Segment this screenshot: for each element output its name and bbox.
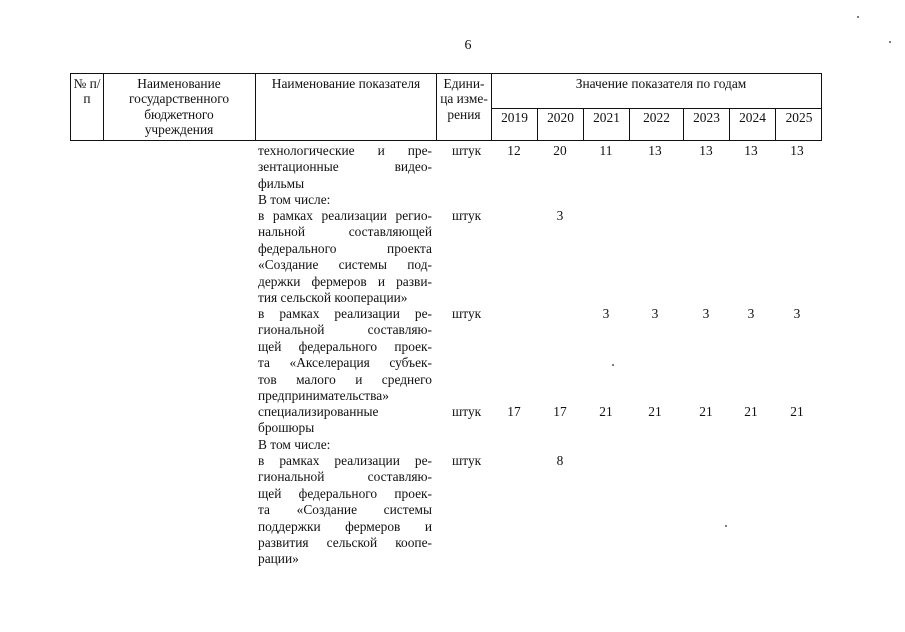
scan-speck: [889, 41, 891, 43]
header-institution: Наименование государственного бюджетного учреждения: [128, 76, 230, 137]
page-number: 6: [464, 38, 472, 53]
unit-cell: штук: [452, 404, 482, 419]
indicator-line: гиональной составляю-: [258, 469, 432, 485]
year-2020: 2020: [547, 110, 574, 125]
value-2023: 13: [699, 143, 713, 158]
value-2020: 8: [556, 453, 564, 468]
indicator-line: тия сельской кооперации»: [258, 289, 408, 305]
year-2024: 2024: [739, 110, 766, 125]
year-2025: 2025: [785, 110, 813, 125]
year-2023: 2023: [693, 110, 720, 125]
indicator-line: та «Акселерация субъек-: [258, 355, 432, 371]
value-2020: 3: [556, 208, 564, 223]
indicator-line: развития сельской коопе-: [258, 534, 432, 550]
indicator-name: [258, 404, 432, 437]
unit-cell: штук: [452, 143, 482, 158]
value-2020: 20: [553, 143, 567, 158]
indicator-name: [258, 453, 432, 568]
value-2025: 3: [793, 306, 801, 321]
value-2022: 3: [651, 306, 659, 321]
indicator-name: [258, 208, 432, 306]
scan-speck: [857, 16, 859, 18]
value-2020: 17: [553, 404, 567, 419]
indicator-name: [258, 192, 432, 208]
indicator-line: тов малого и среднего: [258, 371, 432, 387]
indicator-line: брошюры: [258, 420, 315, 436]
scan-speck: [725, 525, 727, 527]
value-2023: 21: [699, 404, 713, 419]
scan-speck: [612, 364, 614, 366]
value-2022: 21: [648, 404, 662, 419]
value-2023: 3: [702, 306, 710, 321]
indicator-line: В том числе:: [258, 437, 331, 452]
year-2022: 2022: [643, 110, 670, 125]
indicator-line: в рамках реализации ре-: [258, 453, 432, 468]
unit-cell: штук: [452, 306, 482, 321]
indicator-line: предпринимательства»: [258, 387, 389, 403]
indicator-line: фильмы: [258, 175, 305, 191]
indicator-line: специализированные: [258, 404, 379, 419]
indicator-line: технологические и пре-: [258, 143, 432, 158]
indicator-name: [258, 306, 432, 404]
value-2022: 13: [648, 143, 662, 158]
indicator-line: щей федерального проек-: [258, 338, 432, 354]
indicator-line: та «Создание системы: [258, 502, 432, 518]
value-2019: 12: [507, 143, 521, 158]
indicator-line: поддержки фермеров и: [258, 518, 432, 534]
value-2025: 13: [790, 143, 804, 158]
indicator-line: В том числе:: [258, 192, 331, 207]
indicator-line: щей федерального проек-: [258, 485, 432, 501]
header-indicator: Наименование показателя: [271, 76, 421, 91]
indicator-line: нальной составляющей: [258, 224, 432, 240]
indicator-line: федерального проекта: [258, 240, 432, 256]
value-2024: 3: [747, 306, 755, 321]
indicator-line: зентационные видео-: [258, 159, 432, 175]
indicator-name: [258, 143, 432, 192]
value-2021: 3: [602, 306, 610, 321]
indicator-line: в рамках реализации регио-: [258, 208, 432, 223]
year-2021: 2021: [593, 110, 620, 125]
indicator-line: гиональной составляю-: [258, 322, 432, 338]
table-header: [70, 73, 822, 141]
header-unit: Едини-ца изме-рения: [440, 76, 488, 122]
indicator-line: в рамках реализации ре-: [258, 306, 432, 321]
indicator-line: рации»: [258, 551, 299, 567]
indicator-line: «Создание системы под-: [258, 257, 432, 273]
value-2021: 21: [599, 404, 613, 419]
value-2019: 17: [507, 404, 521, 419]
value-2021: 11: [599, 143, 613, 158]
value-2024: 13: [744, 143, 758, 158]
year-2019: 2019: [501, 110, 528, 125]
indicator-name: [258, 437, 432, 453]
indicator-line: держки фермеров и разви-: [258, 273, 432, 289]
unit-cell: штук: [452, 453, 482, 468]
unit-cell: штук: [452, 208, 482, 223]
header-value-group: Значение показателя по годам: [575, 76, 747, 91]
value-2025: 21: [790, 404, 804, 419]
header-num: № п/п: [73, 76, 101, 107]
value-2024: 21: [744, 404, 758, 419]
